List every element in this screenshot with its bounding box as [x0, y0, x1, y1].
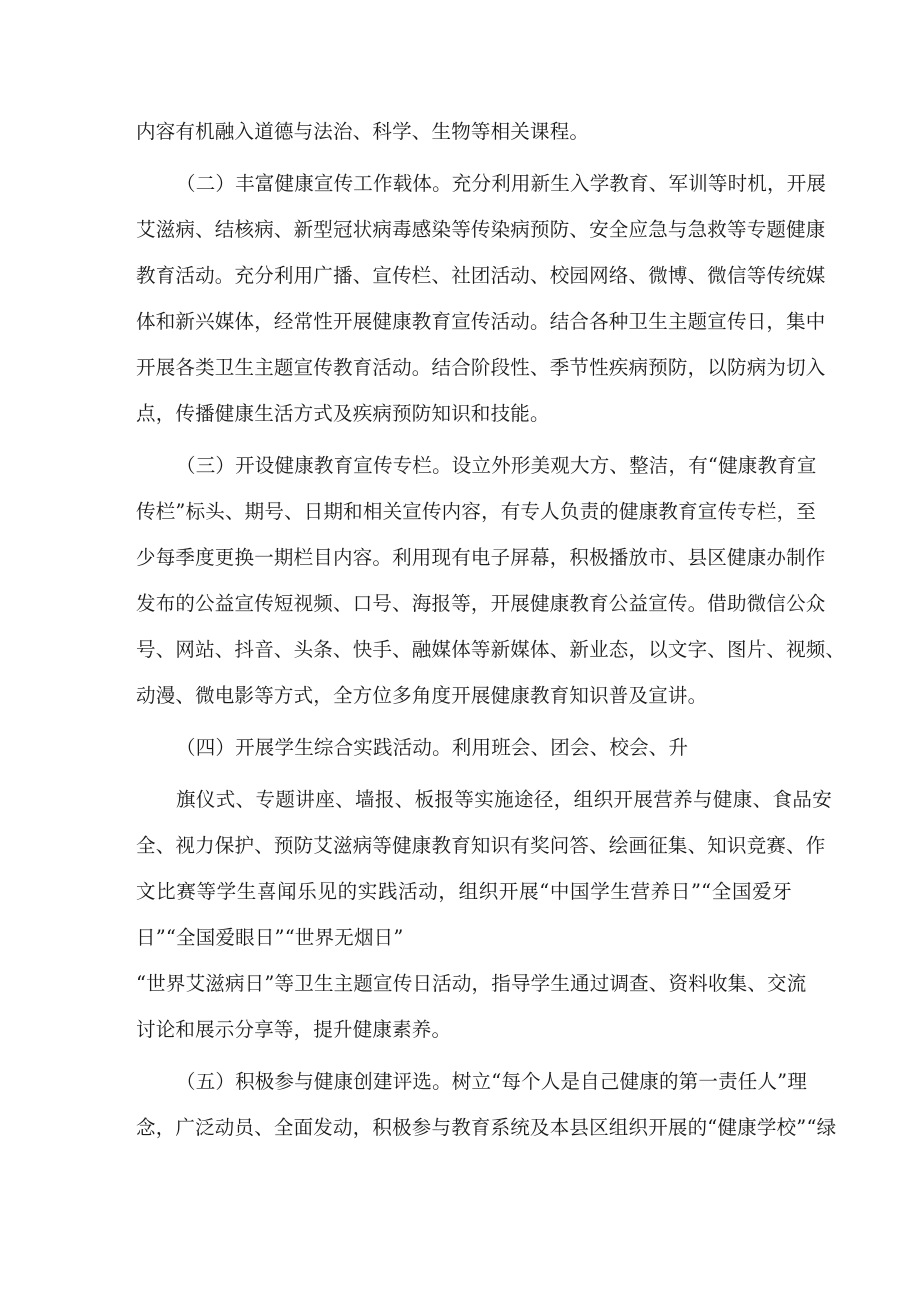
- text-line: 少每季度更换一期栏目内容。利用现有电子屏幕，积极播放市、县区健康办制作: [136, 546, 826, 569]
- text-line: 发布的公益宣传短视频、口号、海报等，开展健康教育公益宣传。借助微信公众: [136, 592, 826, 615]
- section-heading-line: （三）开设健康教育宣传专栏。设立外形美观大方、整洁，有“健康教育宣: [176, 454, 817, 477]
- text-line: 传栏”标头、期号、日期和相关宣传内容，有专人负责的健康教育宣传专栏，至: [136, 500, 816, 523]
- text-line: 体和新兴媒体，经常性开展健康教育宣传活动。结合各种卫生主题宣传日，集中: [136, 310, 826, 333]
- text-line: 日”“全国爱眼日”“世界无烟日”: [136, 926, 404, 949]
- text-line: “世界艾滋病日”等卫生主题宣传日活动，指导学生通过调查、资料收集、交流: [136, 972, 807, 995]
- section-heading-line: （二）丰富健康宣传工作载体。充分利用新生入学教育、军训等时机，开展: [176, 172, 827, 195]
- text-line: 旗仪式、专题讲座、墙报、板报等实施途径，组织开展营养与健康、食品安: [176, 788, 832, 811]
- text-line: 号、网站、抖音、头条、快手、融媒体等新媒体、新业态，以文字、图片、视频、: [136, 638, 846, 661]
- text-line: 点，传播健康生活方式及疾病预防知识和技能。: [136, 402, 550, 425]
- text-line: 念，广泛动员、全面发动，积极参与教育系统及本县区组织开展的“健康学校”“绿: [136, 1116, 837, 1139]
- text-line: 动漫、微电影等方式，全方位多角度开展健康教育知识普及宣讲。: [136, 684, 708, 707]
- section-heading-line: （四）开展学生综合实践活动。利用班会、团会、校会、升: [176, 736, 689, 759]
- text-line: 讨论和展示分享等，提升健康素养。: [136, 1018, 452, 1041]
- text-line: 艾滋病、结核病、新型冠状病毒感染等传染病预防、安全应急与急救等专题健康: [136, 218, 826, 241]
- text-line: 教育活动。充分利用广播、宣传栏、社团活动、校园网络、微博、微信等传统媒: [136, 264, 826, 287]
- section-heading-line: （五）积极参与健康创建评选。树立“每个人是自己健康的第一责任人”理: [176, 1070, 808, 1093]
- text-line: 开展各类卫生主题宣传教育活动。结合阶段性、季节性疾病预防，以防病为切入: [136, 356, 826, 379]
- text-line: 文比赛等学生喜闻乐见的实践活动，组织开展“中国学生营养日”“全国爱牙: [136, 880, 792, 903]
- text-line: 全、视力保护、预防艾滋病等健康教育知识有奖问答、绘画征集、知识竞赛、作: [136, 834, 826, 857]
- text-line: 内容有机融入道德与法治、科学、生物等相关课程。: [136, 120, 590, 143]
